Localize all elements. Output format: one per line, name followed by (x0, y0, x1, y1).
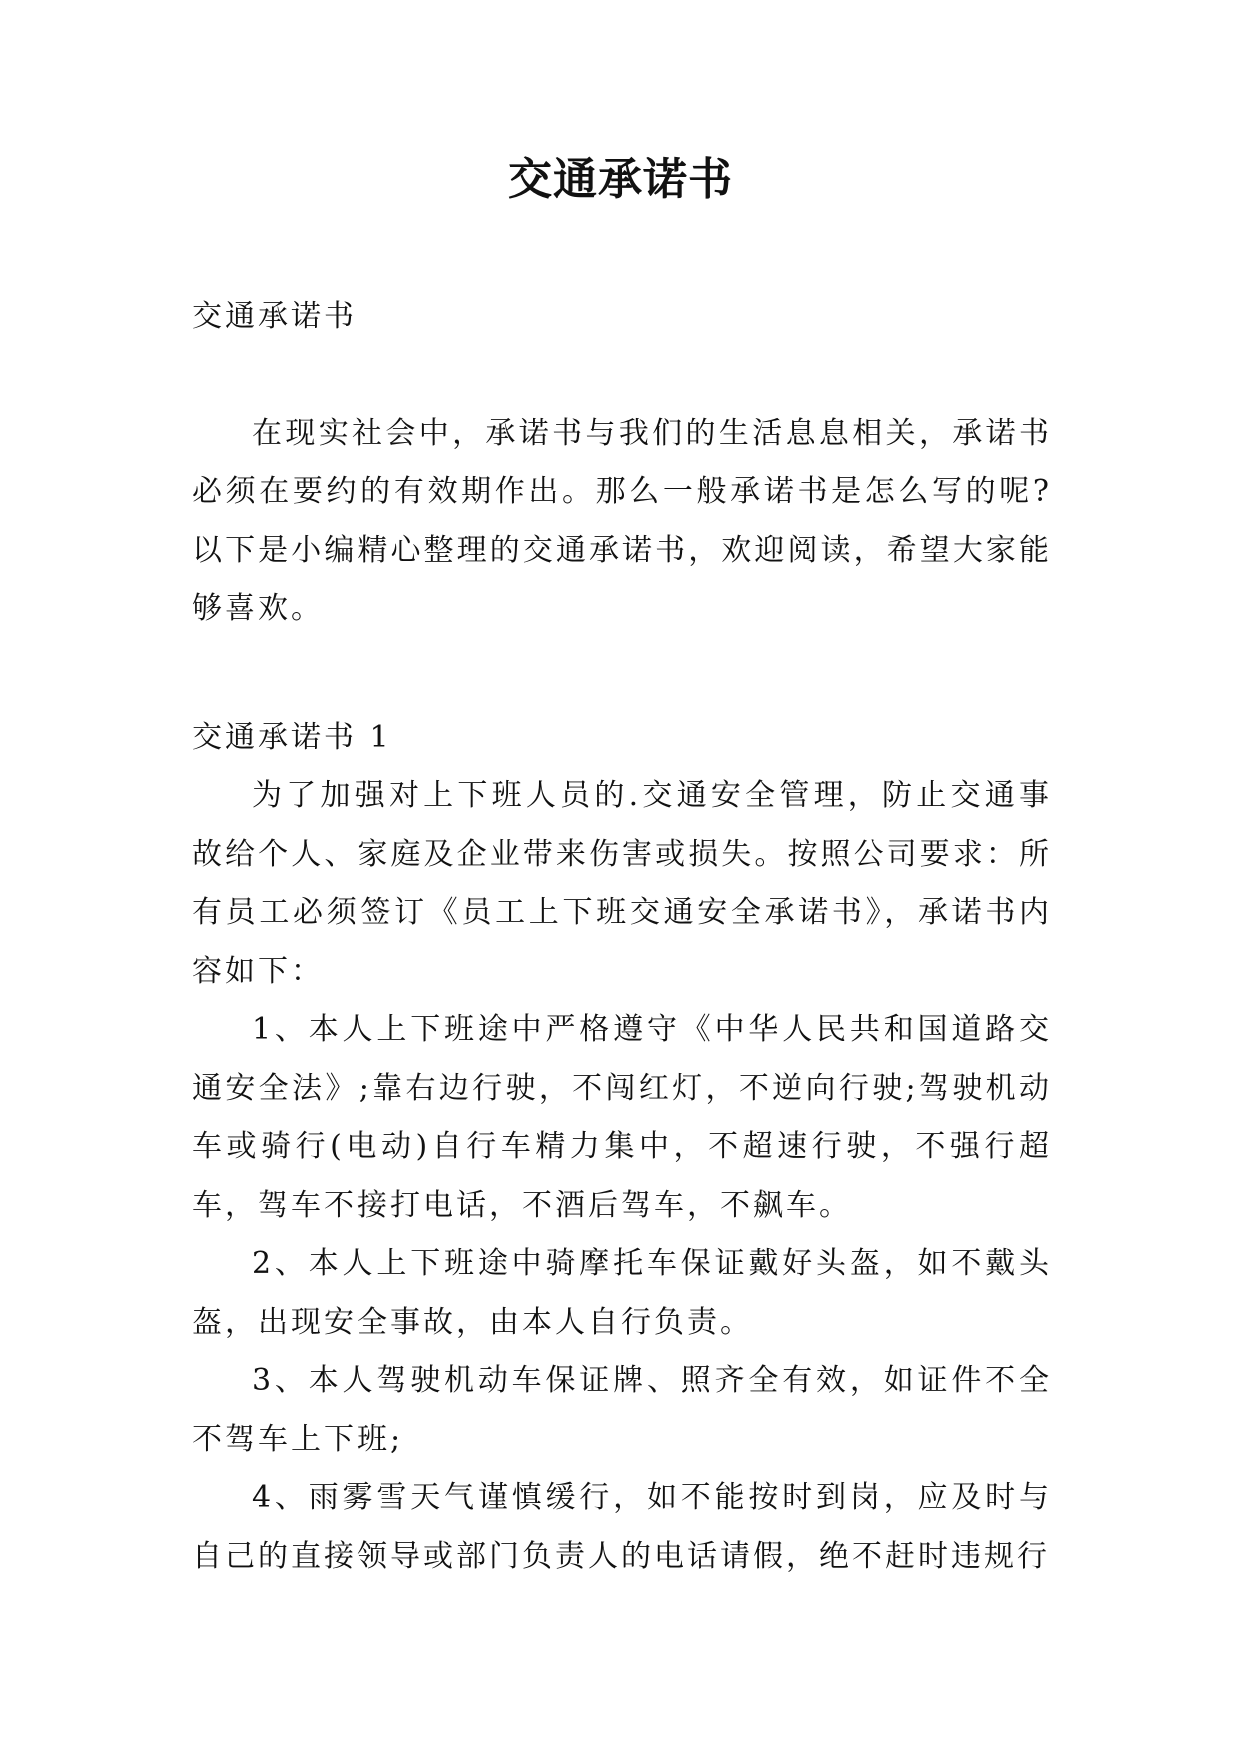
section-paragraph: 为了加强对上下班人员的.交通安全管理，防止交通事故给个人、家庭及企业带来伤害或损失。按照公司要求：所有员工必须签订《员工上下班交通安全承诺书》，承诺书内容如下： (192, 778, 1052, 989)
intro-paragraph: 在现实社会中，承诺书与我们的生活息息相关，承诺书必须在要约的有效期作出。那么一般承诺书是怎么写的呢?以下是小编精心整理的交通承诺书，欢迎阅读，希望大家能够喜欢。 (192, 415, 1052, 626)
list-item-4: 4、雨雾雪天气谨慎缓行，如不能按时到岗，应及时与自己的直接领导或部门负责人的电话请假，绝不赶时违规行 (192, 1480, 1052, 1574)
document-body (192, 288, 1052, 1586)
list-item-1: 1、本人上下班途中严格遵守《中华人民共和国道路交通安全法》;靠右边行驶，不闯红灯，不逆向行驶;驾驶机动车或骑行(电动)自行车精力集中，不超速行驶，不强行超车，驾车不接打电话，不酒后驾车，不飙车。 (192, 1012, 1052, 1223)
section-heading: 交通承诺书 1 (192, 719, 392, 755)
list-item-3: 3、本人驾驶机动车保证牌、照齐全有效，如证件不全不驾车上下班; (192, 1363, 1052, 1457)
document-subtitle: 交通承诺书 (192, 299, 357, 334)
list-item-2: 2、本人上下班途中骑摩托车保证戴好头盔，如不戴头盔，出现安全事故，由本人自行负责。 (192, 1246, 1052, 1340)
document-title: 交通承诺书 (508, 154, 733, 205)
